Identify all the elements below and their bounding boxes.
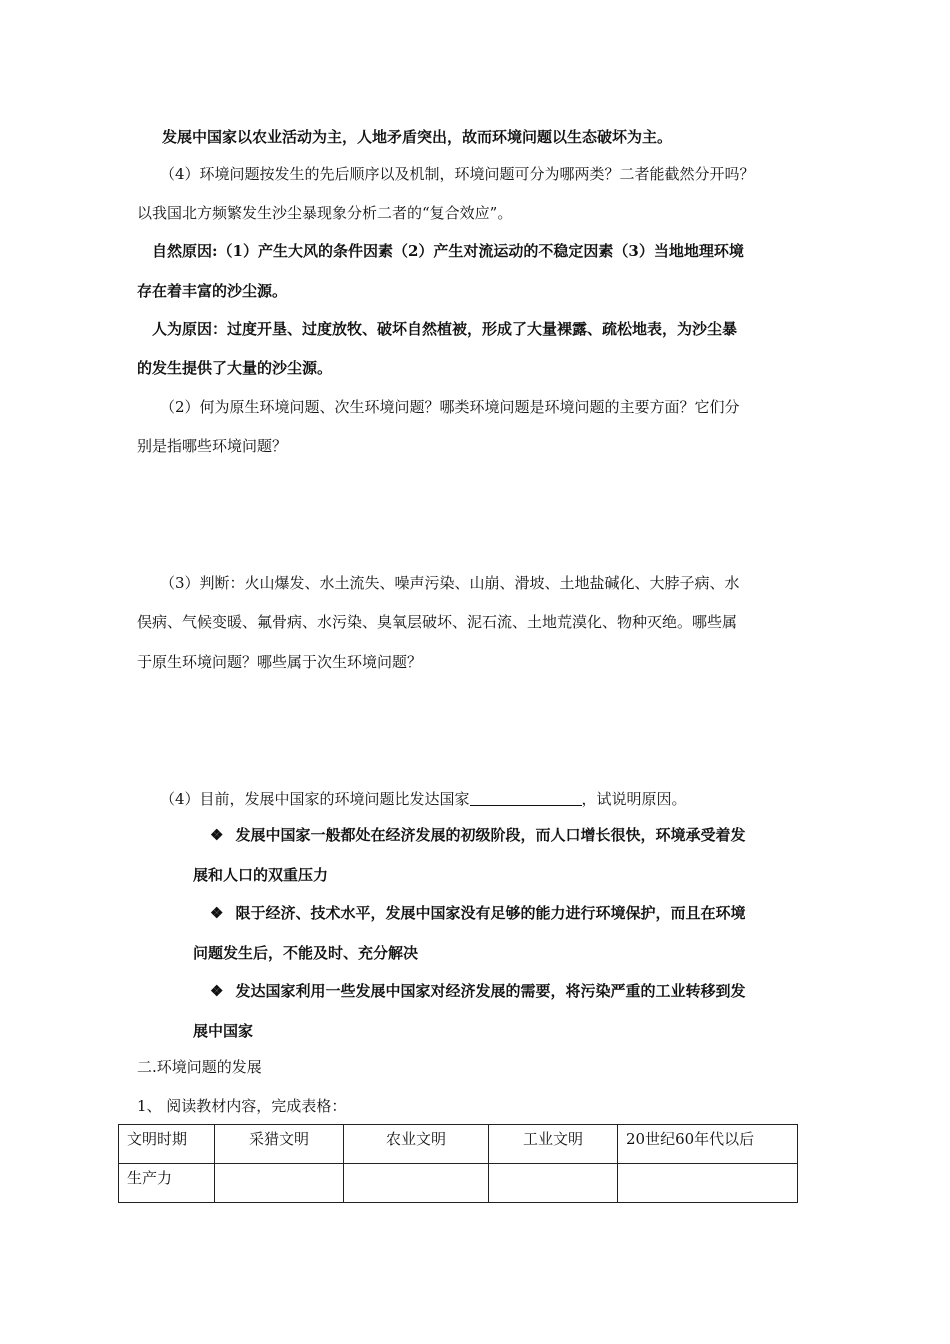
table-row-label: 生产力 [119, 1164, 215, 1203]
bullet-3-text: 发达国家利用一些发展中国家对经济发展的需要，将污染严重的工业转移到发 [235, 982, 746, 1000]
table-cell[interactable] [618, 1164, 798, 1203]
bullet-1-line2: 展和人口的双重压力 [193, 866, 329, 884]
section-heading: 二.环境问题的发展 [137, 1058, 262, 1076]
diamond-bullet-icon: ❖ [210, 982, 224, 1000]
question-3-line3: 于原生环境问题？哪些属于次生环境问题？ [137, 653, 423, 671]
question-3-line1: （3）判断：火山爆发、水土流失、噪声污染、山崩、滑坡、土地盐碱化、大脖子病、水 [160, 574, 740, 592]
table-header-cell: 采猎文明 [215, 1125, 344, 1164]
table-header-cell: 工业文明 [489, 1125, 618, 1164]
table-cell[interactable] [489, 1164, 618, 1203]
table-header-cell: 文明时期 [119, 1125, 215, 1164]
question-4b-prefix: （4）目前，发展中国家的环境问题比发达国家 [160, 790, 470, 808]
human-cause-line2: 的发生提供了大量的沙尘源。 [137, 359, 333, 377]
bullet-3-line1 [210, 981, 745, 1001]
bullet-3-line2: 展中国家 [193, 1022, 254, 1040]
bullet-2-line1 [210, 903, 745, 923]
human-cause-line1: 人为原因：过度开垦、过度放牧、破坏自然植被，形成了大量裸露、疏松地表，为沙尘暴 [152, 320, 738, 338]
table-header-row [119, 1125, 798, 1164]
section-item-1: 1、 阅读教材内容，完成表格： [137, 1097, 347, 1115]
table-header-cell: 农业文明 [344, 1125, 489, 1164]
table-cell[interactable] [215, 1164, 344, 1203]
question-4-line2: 以我国北方频繁发生沙尘暴现象分析二者的“复合效应”。 [137, 204, 513, 222]
diamond-bullet-icon: ❖ [210, 904, 224, 922]
civilization-table [118, 1124, 798, 1203]
table-header-cell: 20世纪60年代以后 [618, 1125, 798, 1164]
bullet-1-text: 发展中国家一般都处在经济发展的初级阶段，而人口增长很快，环境承受着发 [235, 826, 746, 844]
natural-cause-line2: 存在着丰富的沙尘源。 [137, 282, 288, 300]
natural-cause-line1: 自然原因:（1）产生大风的条件因素（2）产生对流运动的不稳定因素（3）当地地理环境 [152, 242, 744, 260]
table-cell[interactable] [344, 1164, 489, 1203]
question-3-line2: 俣病、气候变暖、氟骨病、水污染、臭氧层破坏、泥石流、土地荒漠化、物种灭绝。哪些属 [137, 613, 738, 631]
table-row [119, 1164, 798, 1203]
question-2-line2: 别是指哪些环境问题？ [137, 437, 288, 455]
question-4b-suffix: ，试说明原因。 [581, 790, 687, 808]
diamond-bullet-icon: ❖ [210, 826, 224, 844]
question-4b [160, 789, 687, 809]
bullet-2-text: 限于经济、技术水平，发展中国家没有足够的能力进行环境保护，而且在环境 [235, 904, 746, 922]
bullet-2-line2: 问题发生后，不能及时、充分解决 [193, 944, 419, 962]
question-4-line1: （4）环境问题按发生的先后顺序以及机制，环境问题可分为哪两类？二者能截然分开吗？ [160, 165, 755, 183]
question-2-line1: （2）何为原生环境问题、次生环境问题？哪类环境问题是环境问题的主要方面？它们分 [160, 398, 740, 416]
bullet-1-line1 [210, 825, 745, 845]
answer-blank[interactable] [470, 789, 582, 806]
answer-p1: 发展中国家以农业活动为主，人地矛盾突出，故而环境问题以生态破坏为主。 [162, 128, 673, 146]
